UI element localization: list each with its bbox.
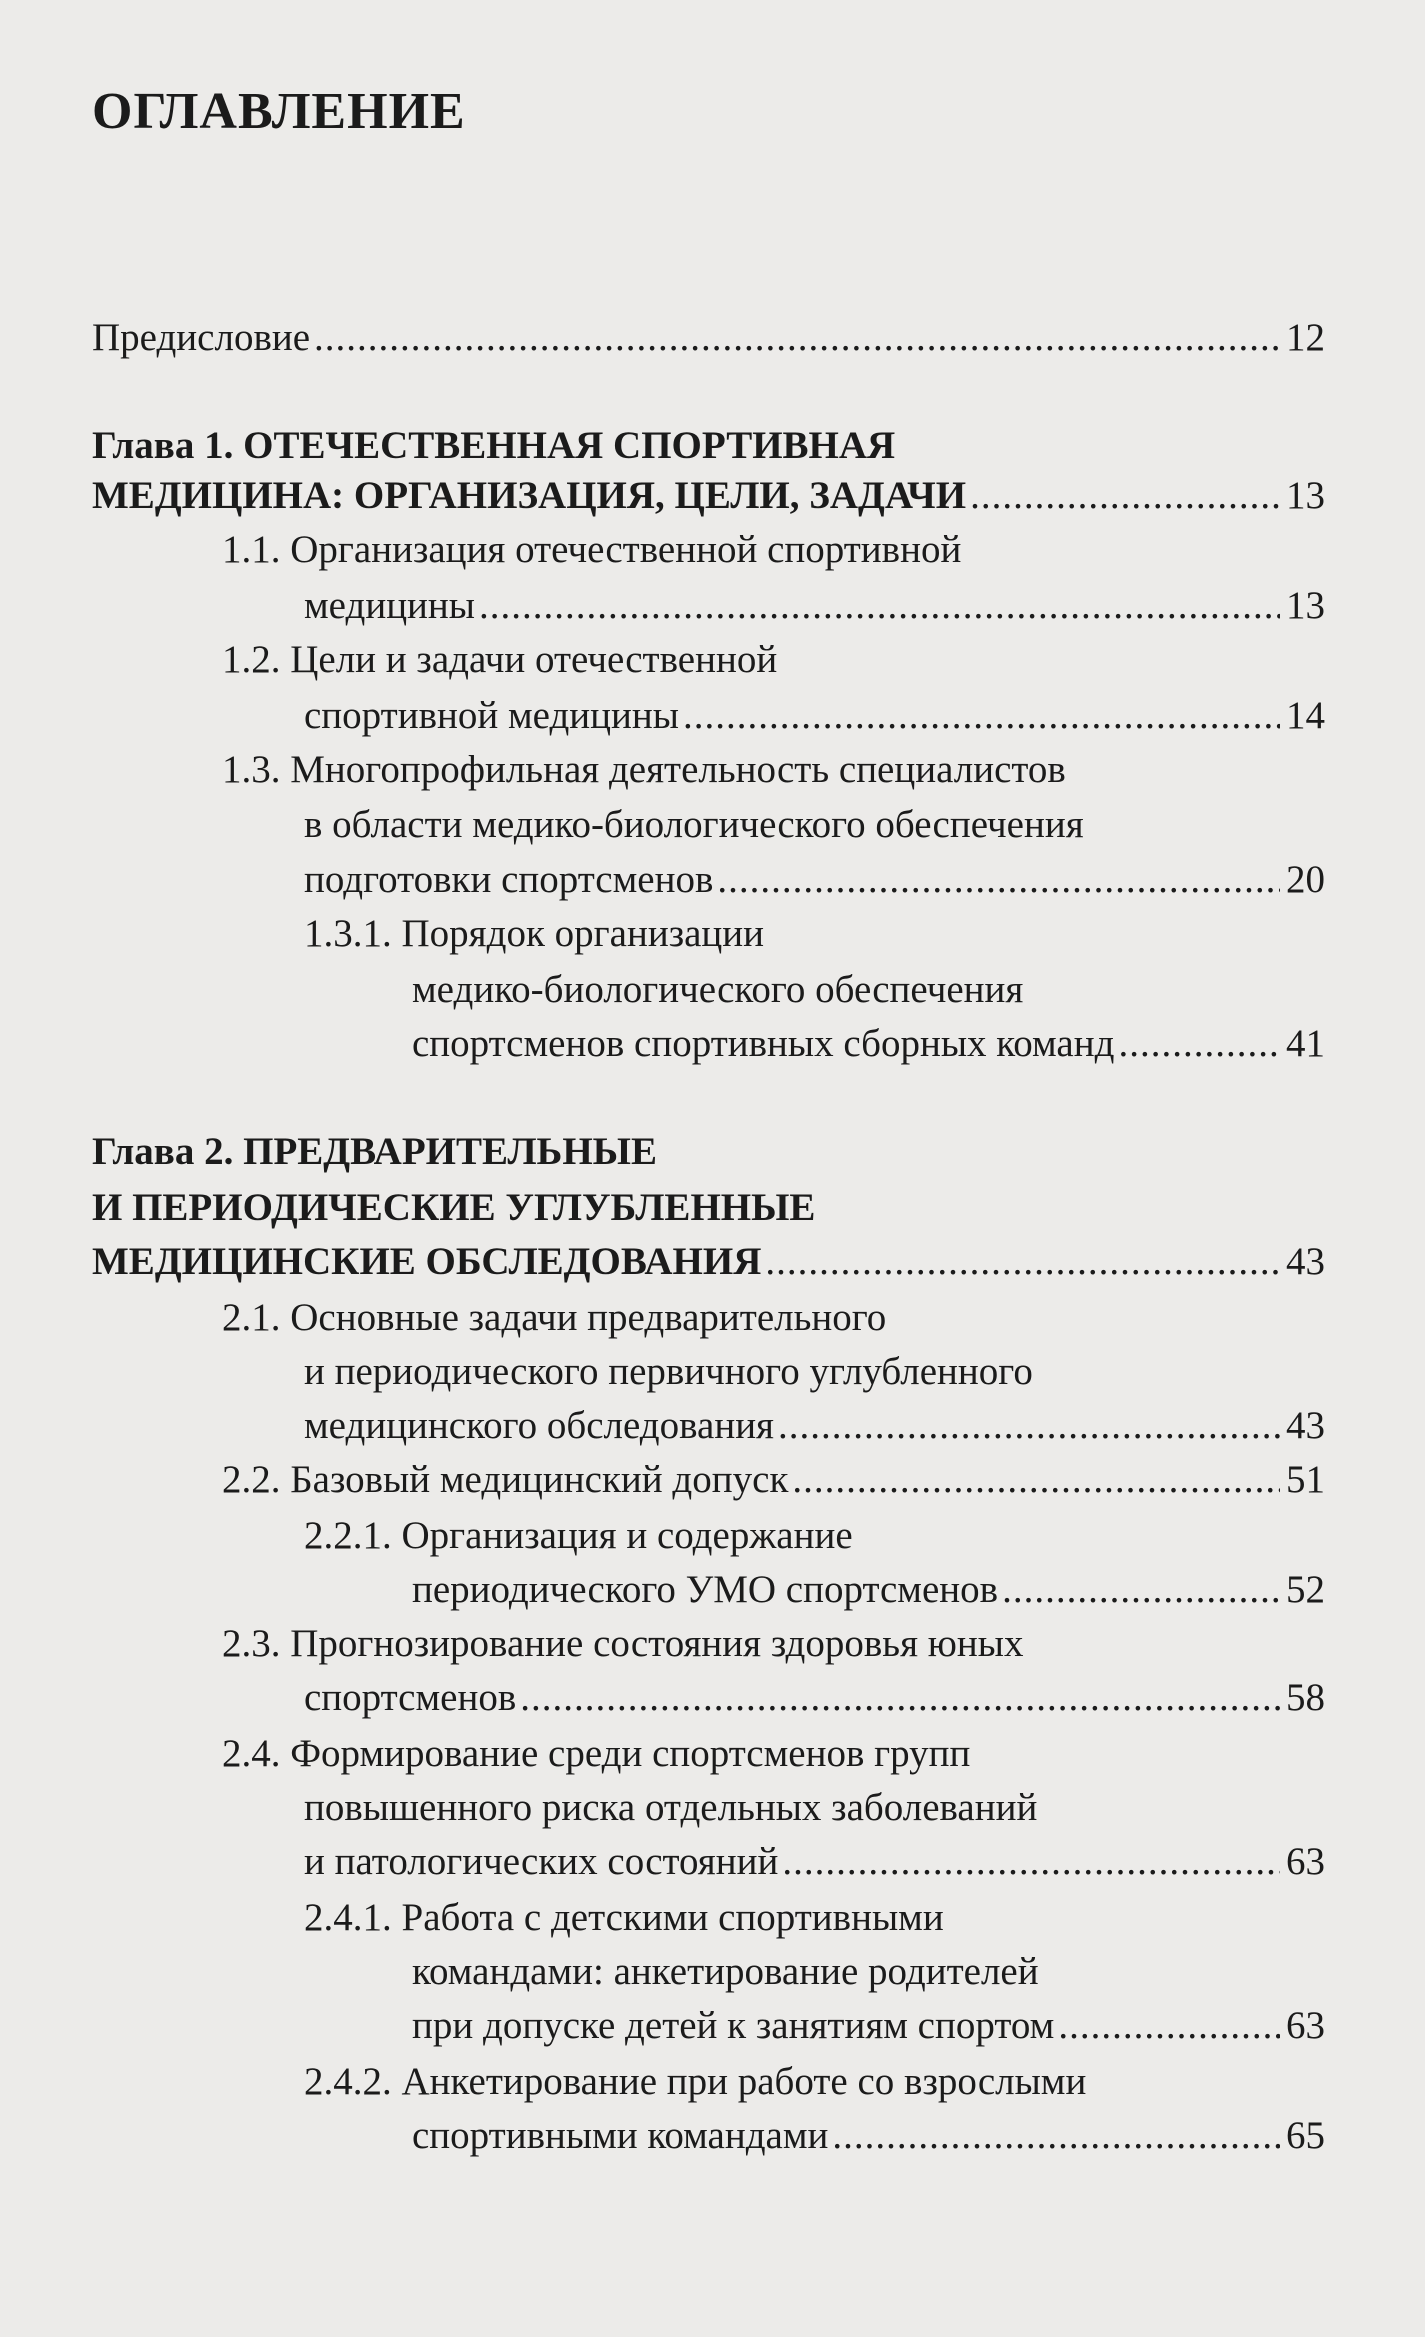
toc-entry[interactable] (92, 1124, 657, 1180)
toc-entry[interactable] (222, 632, 777, 688)
toc-leader-dots (792, 1452, 1280, 1508)
toc-entry-page: 63 (1286, 1840, 1325, 1883)
toc-entry[interactable] (412, 1562, 1325, 1618)
toc-entry-text: 2.4.1. Работа с детскими спортивными (304, 1896, 944, 1939)
toc-entry-text: 2.4. Формирование среди спортсменов групп (222, 1732, 971, 1775)
toc-entry[interactable] (304, 1398, 1325, 1454)
toc-entry-text: И ПЕРИОДИЧЕСКИЕ УГЛУБЛЕННЫЕ (92, 1186, 816, 1229)
toc-entry[interactable] (304, 1834, 1325, 1890)
toc-entry-text: 1.3.1. Порядок организации (304, 912, 765, 955)
toc-entry-text: МЕДИЦИНА: ОРГАНИЗАЦИЯ, ЦЕЛИ, ЗАДАЧИ (92, 474, 967, 517)
toc-entry-text: периодического УМО спортсменов (412, 1568, 999, 1611)
toc-entry-text: Предисловие (92, 316, 311, 359)
toc-leader-dots (520, 1670, 1280, 1726)
toc-entry[interactable] (92, 1234, 1325, 1290)
toc-leader-dots (1118, 1016, 1280, 1072)
toc-entry-text: МЕДИЦИНСКИЕ ОБСЛЕДОВАНИЯ (92, 1240, 762, 1283)
toc-entry-page: 13 (1286, 474, 1325, 517)
toc-entry-text: в области медико-биологического обеспечения (304, 803, 1084, 846)
toc-entry-page: 65 (1286, 2114, 1325, 2157)
toc-entry-text: 2.4.2. Анкетирование при работе со взрослыми (304, 2060, 1087, 2103)
toc-entry-text: Глава 1. ОТЕЧЕСТВЕННАЯ СПОРТИВНАЯ (92, 424, 896, 467)
toc-entry-page: 43 (1286, 1240, 1325, 1283)
toc-leader-dots (479, 578, 1280, 634)
toc-entry-text: командами: анкетирование родителей (412, 1950, 1039, 1993)
toc-leader-dots (778, 1398, 1280, 1454)
toc-entry[interactable] (412, 1998, 1325, 2054)
toc-entry[interactable] (222, 742, 1066, 798)
toc-entry-page: 41 (1286, 1022, 1325, 1065)
toc-entry[interactable] (304, 906, 764, 962)
toc-leader-dots (970, 468, 1280, 524)
toc-leader-dots (832, 2108, 1280, 2164)
toc-entry-page: 20 (1286, 858, 1325, 901)
toc-entry-text: спортсменов (304, 1676, 517, 1719)
toc-entry-text: спортсменов спортивных сборных команд (412, 1022, 1115, 1065)
toc-entry[interactable] (304, 1890, 944, 1946)
toc-entry-text: спортивной медицины (304, 694, 679, 737)
toc-entry[interactable] (222, 1290, 886, 1346)
toc-entry-text: 2.2. Базовый медицинский допуск (222, 1458, 789, 1501)
toc-entry[interactable] (92, 1180, 815, 1236)
toc-entry-text: 2.2.1. Организация и содержание (304, 1514, 853, 1557)
toc-entry-text: 1.2. Цели и задачи отечественной (222, 638, 778, 681)
toc-entry-text: Глава 2. ПРЕДВАРИТЕЛЬНЫЕ (92, 1130, 657, 1173)
toc-leader-dots (683, 688, 1280, 744)
toc-entry[interactable] (304, 578, 1325, 634)
toc-leader-dots (1058, 1998, 1280, 2054)
toc-entry[interactable] (412, 1016, 1325, 1072)
toc-leader-dots (314, 310, 1280, 366)
toc-entry-text: 1.1. Организация отечественной спортивной (222, 528, 962, 571)
toc-leader-dots (782, 1834, 1280, 1890)
toc-entry[interactable] (304, 852, 1325, 908)
toc-entry[interactable] (412, 1944, 1039, 2000)
toc-entry-page: 52 (1286, 1568, 1325, 1611)
toc-entry[interactable] (304, 688, 1325, 744)
toc-entry[interactable] (92, 310, 1325, 366)
toc-entry-text: 2.3. Прогнозирование состояния здоровья юных (222, 1622, 1024, 1665)
toc-entry-text: и периодического первичного углубленного (304, 1350, 1033, 1393)
toc-entry-text: медико-биологического обеспечения (412, 968, 1024, 1011)
toc-entry[interactable] (92, 468, 1325, 524)
toc-entry[interactable] (222, 1452, 1325, 1508)
toc-leader-dots (717, 852, 1280, 908)
toc-leader-dots (1002, 1562, 1280, 1618)
toc-entry[interactable] (222, 1616, 1023, 1672)
toc-entry[interactable] (92, 418, 895, 474)
toc-entry-page: 14 (1286, 694, 1325, 737)
toc-entry[interactable] (304, 1508, 853, 1564)
toc-entry-text: повышенного риска отдельных заболеваний (304, 1786, 1038, 1829)
toc-entry[interactable] (412, 2108, 1325, 2164)
toc-entry-page: 58 (1286, 1676, 1325, 1719)
toc-entry[interactable] (304, 2054, 1086, 2110)
toc-entry-text: спортивными командами (412, 2114, 829, 2157)
toc-title: ОГЛАВЛЕНИЕ (92, 83, 466, 140)
toc-entry-page: 63 (1286, 2004, 1325, 2047)
toc-entry[interactable] (304, 1780, 1037, 1836)
toc-entry-text: медицинского обследования (304, 1404, 774, 1447)
toc-entry-text: 2.1. Основные задачи предварительного (222, 1296, 887, 1339)
toc-entry-page: 51 (1286, 1458, 1325, 1501)
toc-entry[interactable] (304, 1670, 1325, 1726)
toc-entry-text: подготовки спортсменов (304, 858, 714, 901)
toc-entry[interactable] (222, 1726, 970, 1782)
toc-entry[interactable] (304, 797, 1084, 853)
toc-entry-text: медицины (304, 584, 476, 627)
toc-entry[interactable] (412, 962, 1023, 1018)
toc-entry-text: при допуске детей к занятиям спортом (412, 2004, 1055, 2047)
toc-leader-dots (765, 1234, 1280, 1290)
toc-entry-text: 1.3. Многопрофильная деятельность специалистов (222, 748, 1066, 791)
toc-entry-page: 13 (1286, 584, 1325, 627)
toc-entry-page: 12 (1286, 316, 1325, 359)
toc-entry-page: 43 (1286, 1404, 1325, 1447)
toc-entry-text: и патологических состояний (304, 1840, 779, 1883)
toc-entry[interactable] (304, 1344, 1033, 1400)
toc-entry[interactable] (222, 522, 961, 578)
